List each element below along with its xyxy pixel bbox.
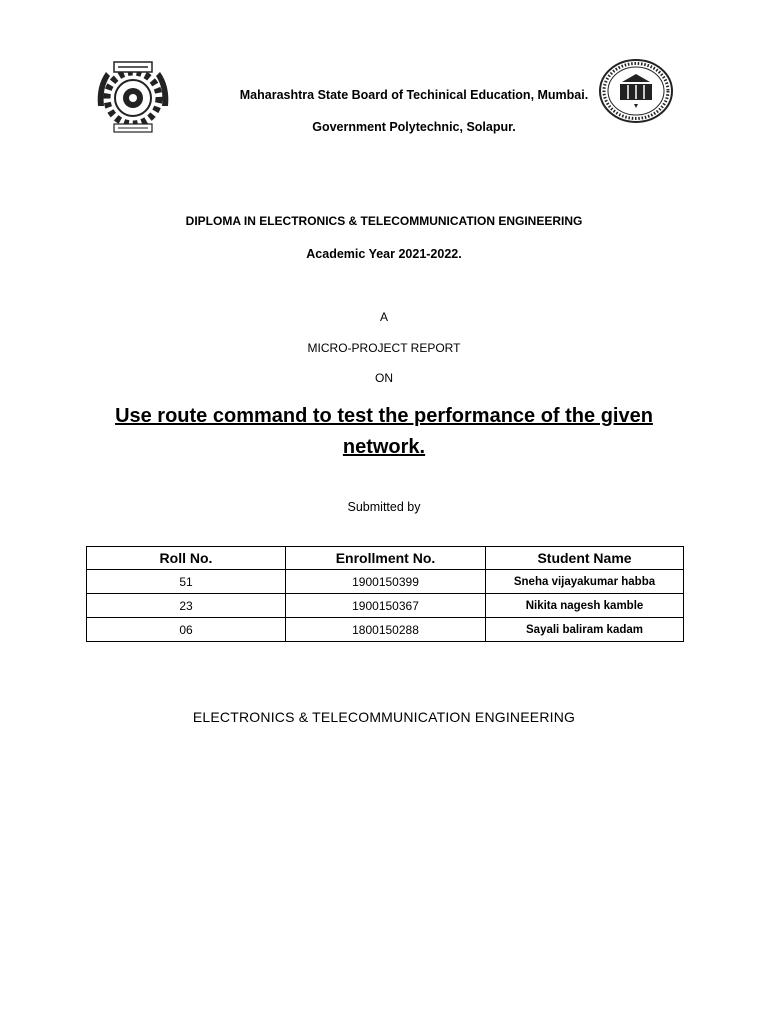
institute-name: Government Polytechnic, Solapur.: [312, 120, 516, 134]
roll-cell: 51: [87, 570, 286, 594]
academic-year: Academic Year 2021-2022.: [306, 247, 462, 261]
student-name-cell: Sneha vijayakumar habba: [486, 570, 684, 594]
col-name-header: Student Name: [486, 547, 684, 570]
student-name-cell: Nikita nagesh kamble: [486, 594, 684, 618]
report-type: MICRO-PROJECT REPORT: [307, 341, 461, 355]
student-name-cell: Sayali baliram kadam: [486, 618, 684, 642]
enrollment-cell: 1900150367: [286, 594, 486, 618]
table-row: [87, 570, 684, 594]
table-row: [87, 618, 684, 642]
enrollment-cell: 1900150399: [286, 570, 486, 594]
report-on: ON: [375, 371, 393, 385]
department-name: ELECTRONICS & TELECOMMUNICATION ENGINEERING: [192, 709, 576, 725]
project-title: Use route command to test the performance of the given network.: [115, 405, 653, 458]
enrollment-cell: 1800150288: [286, 618, 486, 642]
submitted-by-label: Submitted by: [347, 500, 421, 514]
roll-cell: 06: [87, 618, 286, 642]
roll-cell: 23: [87, 594, 286, 618]
table-row: [87, 594, 684, 618]
col-enrollment-header: Enrollment No.: [286, 547, 486, 570]
board-name: Maharashtra State Board of Techinical Education, Mumbai.: [239, 88, 589, 102]
table-header-row: [87, 547, 684, 570]
student-table: [86, 546, 684, 642]
diploma-title: DIPLOMA IN ELECTRONICS & TELECOMMUNICATION ENGINEERING: [185, 214, 583, 228]
col-roll-header: Roll No.: [87, 547, 286, 570]
report-article: A: [379, 310, 388, 324]
